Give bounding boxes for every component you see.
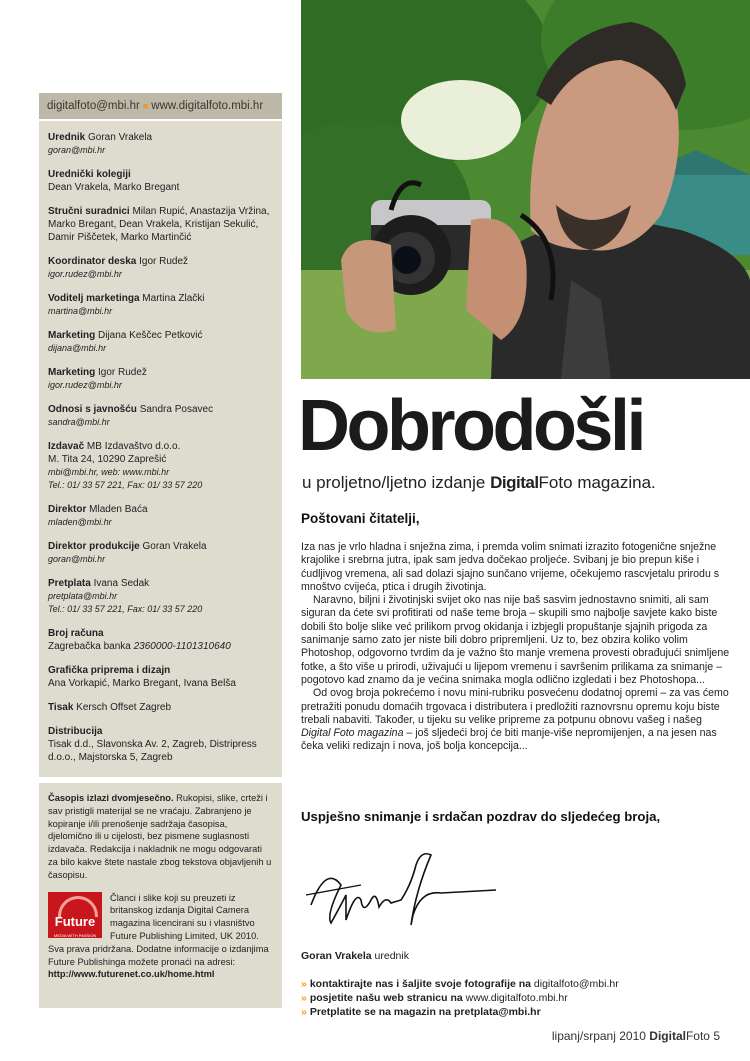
rights-text: Sva prava pridržana. Dodatne informacije o izdanjima Future Publishinga možete pronaći na adresi: [48,943,269,967]
masthead-entry: Urednik Goran Vrakela goran@mbi.hr [48,132,153,155]
link-row[interactable]: » posjetite našu web stranicu na www.digitalfoto.mbi.hr [301,992,568,1004]
masthead-entry: Broj računa Zagrebačka banka 2360000-1101310640 [48,628,231,652]
paragraph: Od ovog broja pokrećemo i novu mini-rubriku posvećenu dodatnoj opremi – za vas ćemo pretražiti ponudu domaćih trgovaca i distributera i predložiti raznovrsnu opremu koju biste trebali nabaviti. Također, u tijeku su velike pripreme za potpunu obnovu vašeg i našeg Digital Foto magazina – još sljedeći broj će biti manje-više nepromijenjen, a na jesen nas čeka veliki redizajn i nova, još bolja koncepcija... [301,687,729,753]
page-title: Dobrodošli [298,386,643,466]
paragraph: Iza nas je vrlo hladna i snježna zima, i premda volim snimati izrazito fotogenične snježne krajolike i srebrna jutra, ipak sam jedva dočekao proljeće. Svibanj je bio prepun kiše i ćudljivog vremena, ali sad dolazi sjajno sunčano vrijeme, očekujemo rascvjetalu prirodu s mnoštvo cvijeća, ptica i drugih životinja. [301,541,720,593]
double-arrow-icon: » [301,1006,307,1018]
masthead-footer [39,783,282,1008]
masthead-list [39,121,282,777]
link-row[interactable]: » kontaktirajte nas i šaljite svoje fotografije na digitalfoto@mbi.hr [301,978,619,990]
masthead-entry: Pretplata Ivana Sedak pretplata@mbi.hr Tel.: 01/ 33 57 221, Fax: 01/ 33 57 220 [48,578,203,614]
legal-notice: Časopis izlazi dvomjesečno. Rukopisi, slike, crteži i sav pristigli materijal se ne vraćaju. Zabranjeno je kopiranje i/ili prenošenje sadržaja časopisa, djelomično ili u cijelosti, bez pismene suglasnosti izdavača. Redakcija i nakladnik ne mogu odgovarati za bilo kakve štete nastale zbog tekstova objavljenih u časopisu. [48,793,272,880]
subtitle: u proljetno/ljetno izdanje DigitalFoto magazina. [302,473,656,492]
double-arrow-icon: » [301,978,307,990]
paragraph: Naravno, biljni i životinjski svijet oko nas nije baš sasvim jednostavno snimiti, ali sam siguran da ćete svi profitirati od naše teme broja – skupili smo najbolje savjete kako biste dobili što bolje slike već prilikom prvog okidanja i izbjegli propuštanje sjajnih prigoda za sanimanje samo zato jer niste bili dobro pripremljeni. Uz to, bez obzira koliko volim Photoshop, odgovorno tvrdim da je važno što manje vremena provesti obrađujući snimljene fotke, a što više u prirodi, uživajući u lijepom vremenu i savršenim prilikama za snimanje – pogotovo kad znamo da je većina snimaka mogla odlično izgledati i bez Photoshopa... [301,594,730,686]
masthead-entry: Voditelj marketinga Martina Zlački martina@mbi.hr [48,293,205,316]
masthead-contact [39,93,282,119]
masthead-entry: Direktor Mladen Baća mladen@mbi.hr [48,504,148,527]
masthead-entry: Marketing Dijana Keščec Petković dijana@mbi.hr [48,330,203,353]
article-body [301,541,731,754]
masthead-entry: Direktor produkcije Goran Vrakela goran@mbi.hr [48,541,207,564]
contact-web[interactable]: www.digitalfoto.mbi.hr [151,100,264,112]
camera-icon: ■ [142,101,149,111]
masthead-entry: Marketing Igor Rudež igor.rudez@mbi.hr [48,367,147,390]
masthead-entry: Stručni suradnici Milan Rupić, Anastazija Vržina, Marko Bregant, Dean Vrakela, Kristijan Sekulić, Damir Piščetek, Marko Martinčić [48,206,270,243]
masthead-entry: Grafička priprema i dizajn Ana Vorkapić, Marko Bregant, Ivana Belša [48,665,236,689]
contact-email[interactable]: digitalfoto@mbi.hr [47,100,140,112]
masthead-entry: Izdavač MB Izdavaštvo d.o.o. M. Tita 24, 10290 Zaprešić mbi@mbi.hr, web: www.mbi.hr Tel.: 01/ 33 57 221, Fax: 01/ 33 57 220 [48,441,203,490]
masthead-entry: Urednički kolegiji Dean Vrakela, Marko Bregant [48,169,180,193]
greeting: Poštovani čitatelji, [301,511,420,526]
closing-line: Uspješno snimanje i srdačan pozdrav do sljedećeg broja, [301,809,661,824]
future-url[interactable]: http://www.futurenet.co.uk/home.html [48,969,215,980]
double-arrow-icon: » [301,992,307,1004]
signer: Goran Vrakela urednik [301,950,409,962]
signature [301,845,501,930]
masthead-entry: Odnosi s javnošću Sandra Posavec sandra@mbi.hr [48,404,214,427]
editor-photo [301,0,750,379]
future-logo: Future MEDIA WITH PASSION [48,892,102,938]
masthead-entry: Koordinator deska Igor Rudež igor.rudez@mbi.hr [48,256,189,279]
editor-photo-illustration [301,0,750,379]
masthead-sidebar [39,93,282,1008]
masthead-entry: Distribucija Tisak d.d., Slavonska Av. 2, Zagreb, Distripress d.o.o., Majstorska 5, Zagreb [48,726,257,763]
license-text: Članci i slike koji su preuzeti iz britanskog izdanja Digital Camera magazina licencirani su i vlasništvo Future Publishing Limited, UK 2010. [110,892,259,941]
page-footer: lipanj/srpanj 2010 DigitalFoto 5 [551,1029,720,1043]
contact-links [301,977,619,1019]
link-row[interactable]: » Pretplatite se na magazin na pretplata@mbi.hr [301,1006,541,1018]
masthead-entry: Tisak Kersch Offset Zagreb [48,702,172,713]
